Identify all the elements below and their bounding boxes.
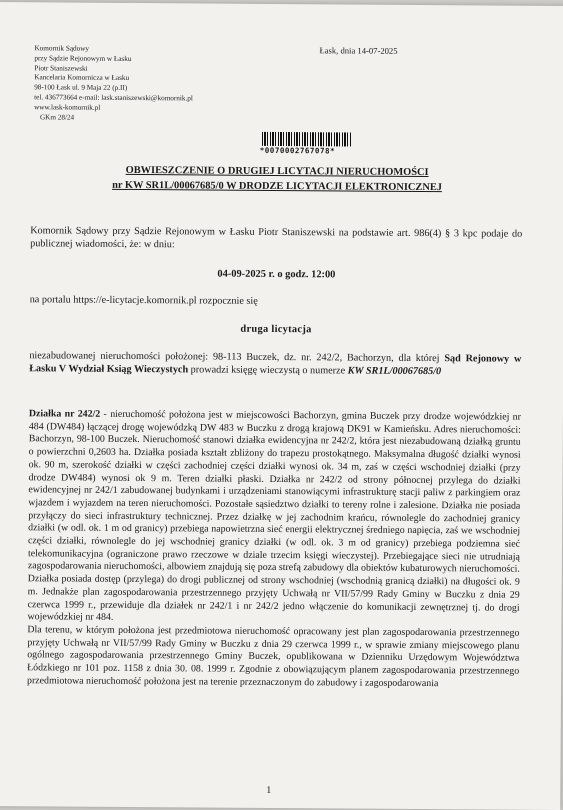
header-line: Komornik Sądowy <box>34 44 90 53</box>
header-line: Kancelaria Komornicza w Łasku <box>34 73 130 83</box>
bailiff-header <box>34 44 193 123</box>
city-date: Łask, dnia 14-07-2025 <box>319 45 398 56</box>
barcode-text: *0070002767078* <box>259 145 336 156</box>
document-title: OBWIESZCZENIE O DRUGIEJ LICYTACJI NIERUCHOMOŚCI <box>125 164 429 179</box>
property-text: niezabudowanej nieruchomości położonej: 98-113 Buczek, dz. nr. 242/2, Bachorzyn, dla której <box>29 350 445 365</box>
document-subtitle: nr KW SR1L/00067685/0 W DRODZE LICYTACJI ELEKTRONICZNEJ <box>112 179 443 194</box>
land-register-number: KW SR1L/00067685/0 <box>347 365 442 378</box>
header-line: GKm 28/24 <box>39 112 75 122</box>
portal-line: na portalu https://e-licytacje.komornik.pl rozpocznie się <box>29 294 258 307</box>
court-name: Sąd Rejonowy w Łasku V Wydział Ksiąg Wieczystych <box>29 353 522 376</box>
intro-paragraph: Komornik Sądowy przy Sądzie Rejonowym w Łasku Piotr Staniszewski na podstawie art. 986(4) § 3 kpc podaje do publicznej wiadomości, że: w dniu: <box>30 225 523 251</box>
property-paragraph <box>29 349 521 379</box>
property-text-2: prowadzi księgę wieczystą o numerze <box>188 364 348 377</box>
plot-text: - nieruchomość położona jest w miejscowości Bachorzyn, gmina Buczek przy drodze wojewódzkiej nr 484 (DW484) łączącej drogę wojewódzką DW 483 w Buczku z drogą krajową DK91 w Kamieńsku. Adres nieruchomości: Bachorzyn, 98-100 Buczek. Nieruchomość stanowi działka ewidencyjna nr 242/2, która jest niezabudowaną działką gruntu o powierzchni 0,2603 ha. Działka posiada kształt zbliżony do trapezu prostokątnego. Maksymalna długość działki wynosi ok. 90 m, szerokość działki w części zachodniej części działki wynosi ok. 34 m, zaś w części wschodniej działki (przy drodze DW484) wynosi ok 9 m. Teren działki płaski. Działka nr 242/2 od strony północnej przylega do działki ewidencyjnej nr 242/1 zabudowanej budynkami i urządzeniami stanowiącymi infrastrukturę stacji paliw z parkingiem oraz wjazdem i wyjazdem na teren nieruchomości. Pozostałe sąsiedztwo działki to tereny rolne i zalesione. Działka nie posiada przyłączy do sieci infrastruktury technicznej. Przez działkę w jej zachodnim krańcu, równolegle do zachodniej granicy działki (w odl. ok. 1 m od granicy) przebiega napowietrzna sieć energii elektrycznej średniego napięcia, zaś we wschodniej części działki, równolegle do jej wschodniej granicy działki (w odl. ok. 3 m od granicy) przebiega podziemna sieć telekomunikacyjna (ograniczone prawo rzeczowe w dziale trzecim księgi wieczystej). Przebiegające sieci nie utrudniają zagospodarowania nieruchomości, albowiem znajdują się poza strefą zabudowy dla obiektów kubaturowych nieruchomości. Działka posiada dostęp (przylega) do drogi publicznej od strony wschodniej (wschodnią granicą działki) na długości ok. 9 m. Jednakże plan zagospodarowania przestrzennego przyjęty Uchwałą nr VII/57/99 Rady Gminy w Buczku z dnia 29 czerwca 1999 r., przewiduje dla działek nr 242/1 i nr 242/2 jedno włączenie do komunikacji zewnętrznej tj. do drogi wojewódzkiej nr 484. <box>27 408 521 624</box>
header-line: tel. 436773664 e-mail: lask.staniszewski@komornik.pl <box>34 93 193 103</box>
header-line: Piotr Staniszewski <box>34 63 88 73</box>
auction-type: druga licytacja <box>240 323 312 336</box>
header-line: www.lask-komornik.pl <box>34 103 101 112</box>
page-number: 1 <box>266 784 272 796</box>
auction-date: 04-09-2025 r. o godz. 12:00 <box>217 268 336 281</box>
document-page <box>0 2 563 810</box>
barcode-image <box>262 132 352 147</box>
header-line: 98-100 Łask ul. 9 Maja 22 (p.II) <box>34 83 128 93</box>
header-line: przy Sądzie Rejonowym w Łasku <box>34 54 132 63</box>
plan-paragraph: Dla terenu, w którym położona jest przedmiotowa nieruchomość opracowany jest plan zagospodarowania przestrzennego przyjęty Uchwałą nr VII/57/99 Rady Gminy w Buczku z dnia 29 czerwca 1999 r., w sprawie zmiany miejscowego planu ogólnego zagospodarowania przestrzennego Gminy Buczek, opublikowana w Dzienniku Urzędowym Województwa Łódzkiego nr 101 poz. 1158 z dnia 30. 08. 1999 r. Zgodnie z obowiązującym planem zagospodarowania przestrzennego przedmiotowa nieruchomość położona jest na terenie przeznaczonym do zabudowy i zagospodarowania <box>27 624 520 689</box>
plot-description <box>27 408 521 691</box>
plot-label: Działka nr 242/2 <box>28 408 101 420</box>
